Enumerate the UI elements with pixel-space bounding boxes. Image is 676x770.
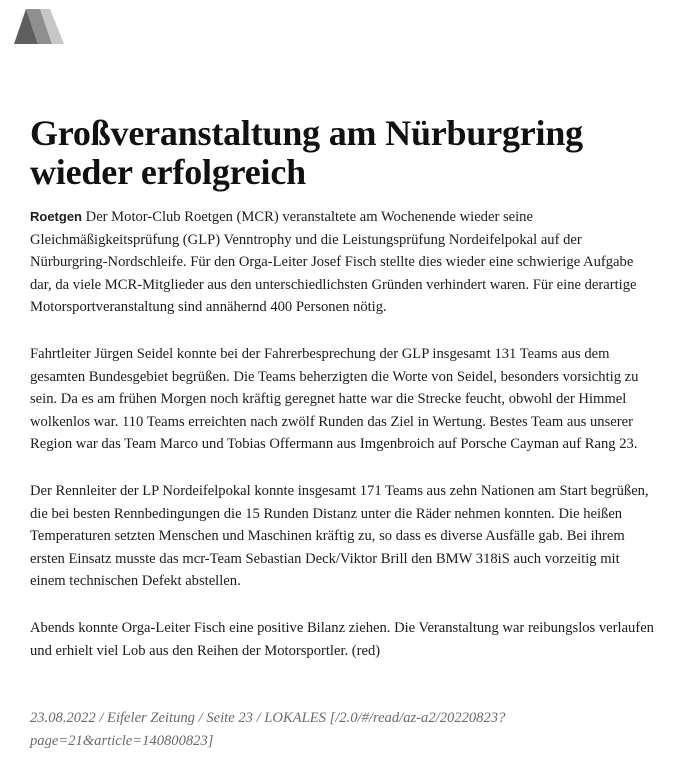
- article-paragraph-1: [30, 206, 658, 319]
- publisher-logo-icon: [14, 6, 66, 46]
- article-paragraph-1-text: Der Motor-Club Roetgen (MCR) veranstaltete am Wochenende wieder seine Gleichmäßigkeitsprüfung (GLP) Venntrophy und die Leistungsprüfung Nordeifelpokal auf der Nürburgring-Nordschleife. Für den Orga-Leiter Josef Fisch stellte dies wieder eine schwierige Aufgabe dar, da viele MCR-Mitglieder aus den unterschiedlichsten Gründen verhindert waren. Für eine derartige Motorsportveranstaltung sind annähernd 400 Personen nötig.: [30, 209, 637, 316]
- article-headline: Großveranstaltung am Nürburgring wieder erfolgreich: [30, 113, 583, 192]
- article-paragraph-2: Fahrtleiter Jürgen Seidel konnte bei der Fahrerbesprechung der GLP insgesamt 131 Teams aus dem gesamten Bundesgebiet begrüßen. Die Teams beherzigten die Worte von Seidel, besonders vorsichtig zu sein. Da es am frühen Morgen noch kräftig geregnet hatte war die Strecke feucht, obwohl der Himmel wolkenlos war. 110 Teams erreichten nach zwölf Runden das Ziel in Wertung. Bestes Team aus unserer Region war das Team Marco und Tobias Offermann aus Imgenbroich auf Porsche Cayman auf Rang 23.: [30, 345, 639, 453]
- article-body: [30, 206, 658, 686]
- article-source-line: 23.08.2022 / Eifeler Zeitung / Seite 23 / LOKALES [/2.0/#/read/az-a2/20220823?page=21&article=140800823]: [30, 710, 506, 749]
- article-dateline: Roetgen: [30, 209, 82, 224]
- article-paragraph-3: Der Rennleiter der LP Nordeifelpokal konnte insgesamt 171 Teams aus zehn Nationen am Start begrüßen, die bei besten Rennbedingungen die 15 Runden Distanz unter die Räder nehmen konnten. Die heißen Temperaturen setzten Menschen und Maschinen kräftig zu, so dass es diverse Ausfälle gab. Bei ihrem ersten Einsatz musste das mcr-Team Sebastian Deck/Viktor Brill den BMW 318iS auch vorzeitig mit einem technischen Defekt abstellen.: [30, 482, 649, 590]
- article-paragraph-4: Abends konnte Orga-Leiter Fisch eine positive Bilanz ziehen. Die Veranstaltung war reibungslos verlaufen und erhielt viel Lob aus den Reihen der Motorsportler. (red): [30, 619, 654, 659]
